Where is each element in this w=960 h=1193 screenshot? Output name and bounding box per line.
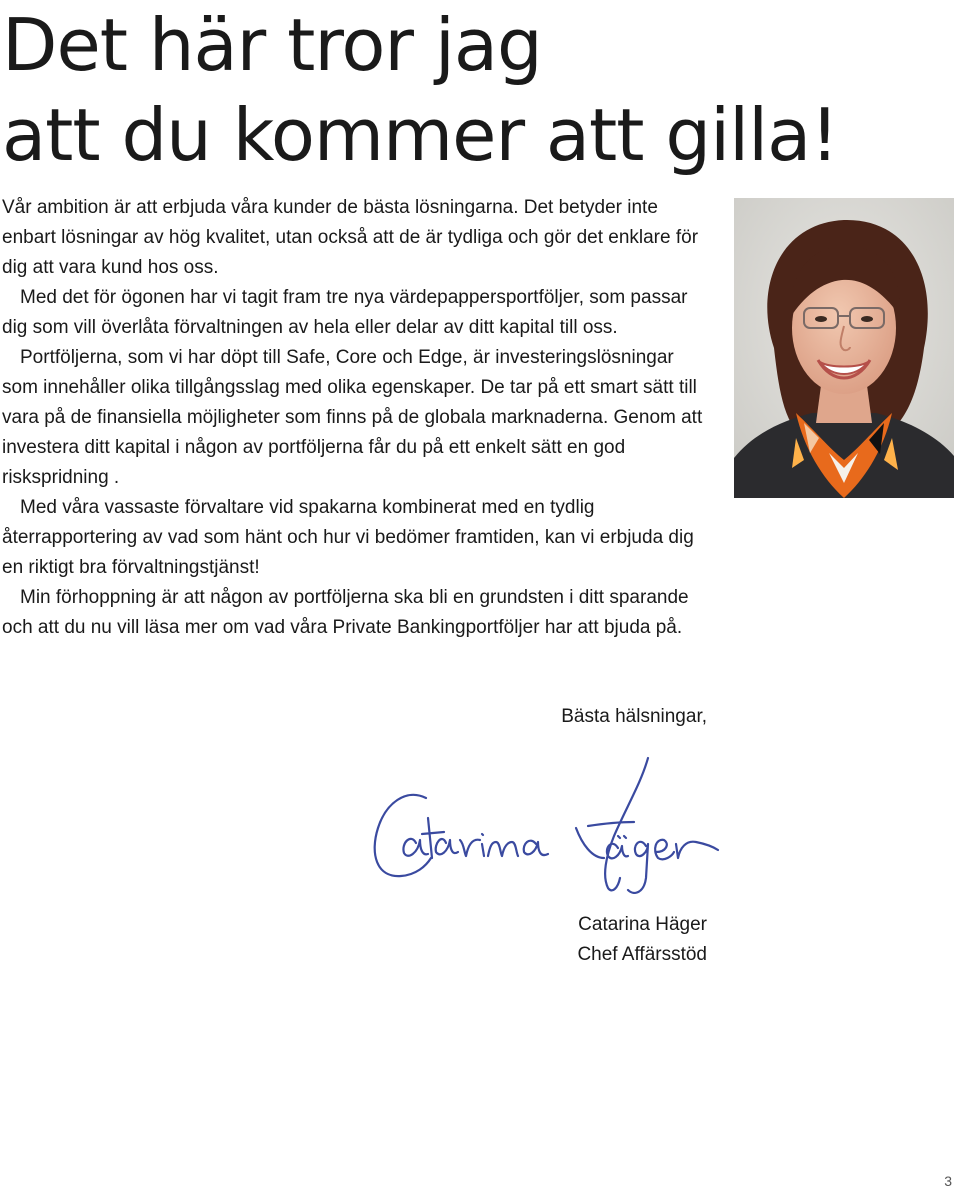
- page-title: [2, 0, 838, 180]
- paragraph-managers: Med våra vassaste förvaltare vid spakarna kombinerat med en tydlig återrapportering av vad som hänt och hur vi bedömer framtiden, kan vi erbjuda dig en riktigt bra förvaltningstjänst!: [2, 497, 694, 578]
- paragraph-intro: Vår ambition är att erbjuda våra kunder de bästa lösningarna. Det betyder inte enbart lösningar av hög kvalitet, utan också att de är tydliga och gör det enklare för dig att vara kund hos oss.: [2, 197, 699, 278]
- paragraph-portfolio-names: Portföljerna, som vi har döpt till Safe, Core och Edge, är investeringslösningar som innehåller olika tillgångsslag med olika egenskaper. De tar på ett smart sätt till vara på de finansiella möjligheter som finns på de globala marknaderna. Genom att investera ditt kapital i någon av portföljerna får du på ett enkelt sätt en god riskspridning .: [2, 347, 703, 488]
- handwritten-signature: [356, 748, 731, 908]
- signer-name: Catarina Häger: [578, 914, 707, 935]
- closing-greeting: Bästa hälsningar,: [561, 706, 707, 727]
- author-portrait: [734, 198, 954, 498]
- paragraph-portfolios-intro: Med det för ögonen har vi tagit fram tre nya värdepappersportföljer, som passar dig som vill överlåta förvaltningen av hela eller delar av ditt kapital till oss.: [2, 287, 688, 338]
- letter-body: [2, 193, 708, 643]
- title-line-2: att du kommer att gilla!: [2, 93, 839, 177]
- paragraph-hope: Min förhoppning är att någon av portföljerna ska bli en grundsten i ditt sparande och att du nu vill läsa mer om vad våra Private Bankingportföljer har att bjuda på.: [2, 587, 689, 638]
- title-line-1: Det här tror jag: [2, 3, 542, 87]
- page-number: 3: [944, 1173, 952, 1189]
- signer-block: [360, 910, 707, 970]
- signer-role: Chef Affärsstöd: [577, 944, 707, 965]
